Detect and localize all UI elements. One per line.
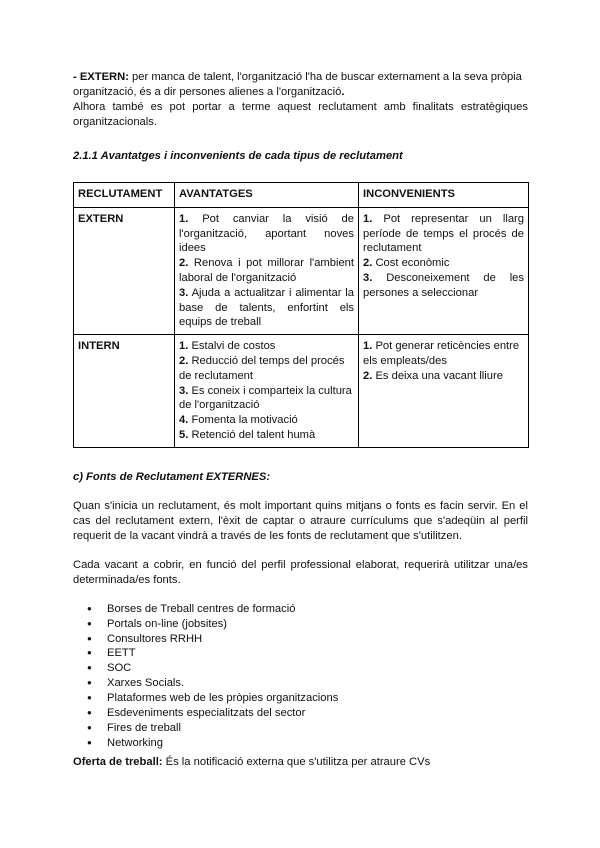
offer-paragraph — [73, 755, 528, 770]
extern-advantages-cell — [175, 207, 359, 334]
section-c-heading: c) Fonts de Reclutament EXTERNES: — [73, 470, 271, 483]
list-item: ● Fires de treball — [73, 721, 528, 736]
sources-list — [73, 602, 528, 751]
table-row-intern — [74, 335, 529, 448]
table-row-extern — [74, 207, 529, 334]
header-inconvenients: INCONVENIENTS — [359, 183, 529, 208]
header-reclutament: RECLUTAMENT — [74, 183, 175, 208]
list-item: ● Networking — [73, 736, 528, 751]
list-item: ● Plataformes web de les pròpies organitzacions — [73, 691, 528, 706]
intro-also-paragraph: Alhora també es pot portar a terme aquest reclutament amb finalitats estratègiques organitzacionals. — [73, 101, 528, 128]
header-avantatges: AVANTATGES — [175, 183, 359, 208]
list-item: 1. Pot canviar la visió de l'organització, aportant noves idees — [179, 212, 354, 255]
intro-extern-paragraph — [73, 70, 528, 100]
list-item: 1. Pot representar un llarg període de temps el procés de reclutament — [363, 212, 524, 255]
list-item: ● Portals on-line (jobsites) — [73, 617, 528, 632]
intern-advantages-cell — [175, 335, 359, 448]
list-item: 2. Renova i pot millorar l'ambient laboral de l'organització — [179, 257, 354, 284]
extern-label: - EXTERN: — [73, 71, 129, 83]
list-item: 2. Cost econòmic — [363, 257, 450, 270]
list-item: ● EETT — [73, 646, 528, 661]
extern-disadvantages-cell — [359, 207, 529, 334]
extern-end: . — [341, 86, 345, 98]
list-item: ● Borses de Treball centres de formació — [73, 602, 528, 617]
list-item: 1. Estalvi de costos — [179, 340, 276, 353]
row-label-extern: EXTERN — [74, 207, 175, 334]
offer-text: És la notificació externa que s'utilitza per atraure CVs — [162, 755, 431, 768]
list-item: 4. Fomenta la motivació — [179, 414, 298, 427]
list-item: 3. Desconeixement de les persones a seleccionar — [363, 271, 524, 299]
list-item: ● SOC — [73, 661, 528, 676]
document-page — [73, 70, 528, 770]
section-c-paragraph-1: Quan s'inicia un reclutament, és molt important quins mitjans o fonts es facin servir. En el cas del reclutament extern, l'èxit de captar o atraure currículums que s'adeqüin al perfil requerit de la vacant vindrà a través de les fonts de reclutament que s'utilitzen. — [73, 499, 528, 542]
list-item: 2. Reducció del temps del procés de reclutament — [179, 354, 345, 382]
list-item: ● Consultores RRHH — [73, 632, 528, 647]
section-c-paragraph-2: Cada vacant a cobrir, en funció del perfil professional elaborat, requerirà utilitzar una/es determinada/es fonts. — [73, 558, 528, 586]
list-item: ● Esdeveniments especialitzats del sector — [73, 706, 528, 721]
extern-text: per manca de talent, l'organització l'ha de buscar externament a la seva pròpia organització, és a dir persones alienes a l'organització — [73, 71, 522, 98]
list-item: 3. Ajuda a actualitzar i alimentar la base de talents, enfortint els equips de treball — [179, 286, 354, 329]
list-item: 1. Pot generar reticències entre els empleats/des — [363, 340, 520, 367]
list-item: ● Xarxes Socials. — [73, 676, 528, 691]
section-heading: 2.1.1 Avantatges i inconvenients de cada tipus de reclutament — [73, 150, 403, 162]
row-label-intern: INTERN — [74, 335, 175, 448]
offer-label: Oferta de treball: — [73, 755, 163, 768]
intern-disadvantages-cell — [359, 335, 529, 448]
list-item: 2. Es deixa una vacant lliure — [363, 369, 503, 382]
recruitment-table — [73, 182, 529, 448]
list-item: 3. Es coneix i comparteix la cultura de l'organització — [179, 384, 352, 412]
table-header-row — [74, 183, 529, 208]
list-item: 5. Retenció del talent humà — [179, 428, 316, 441]
